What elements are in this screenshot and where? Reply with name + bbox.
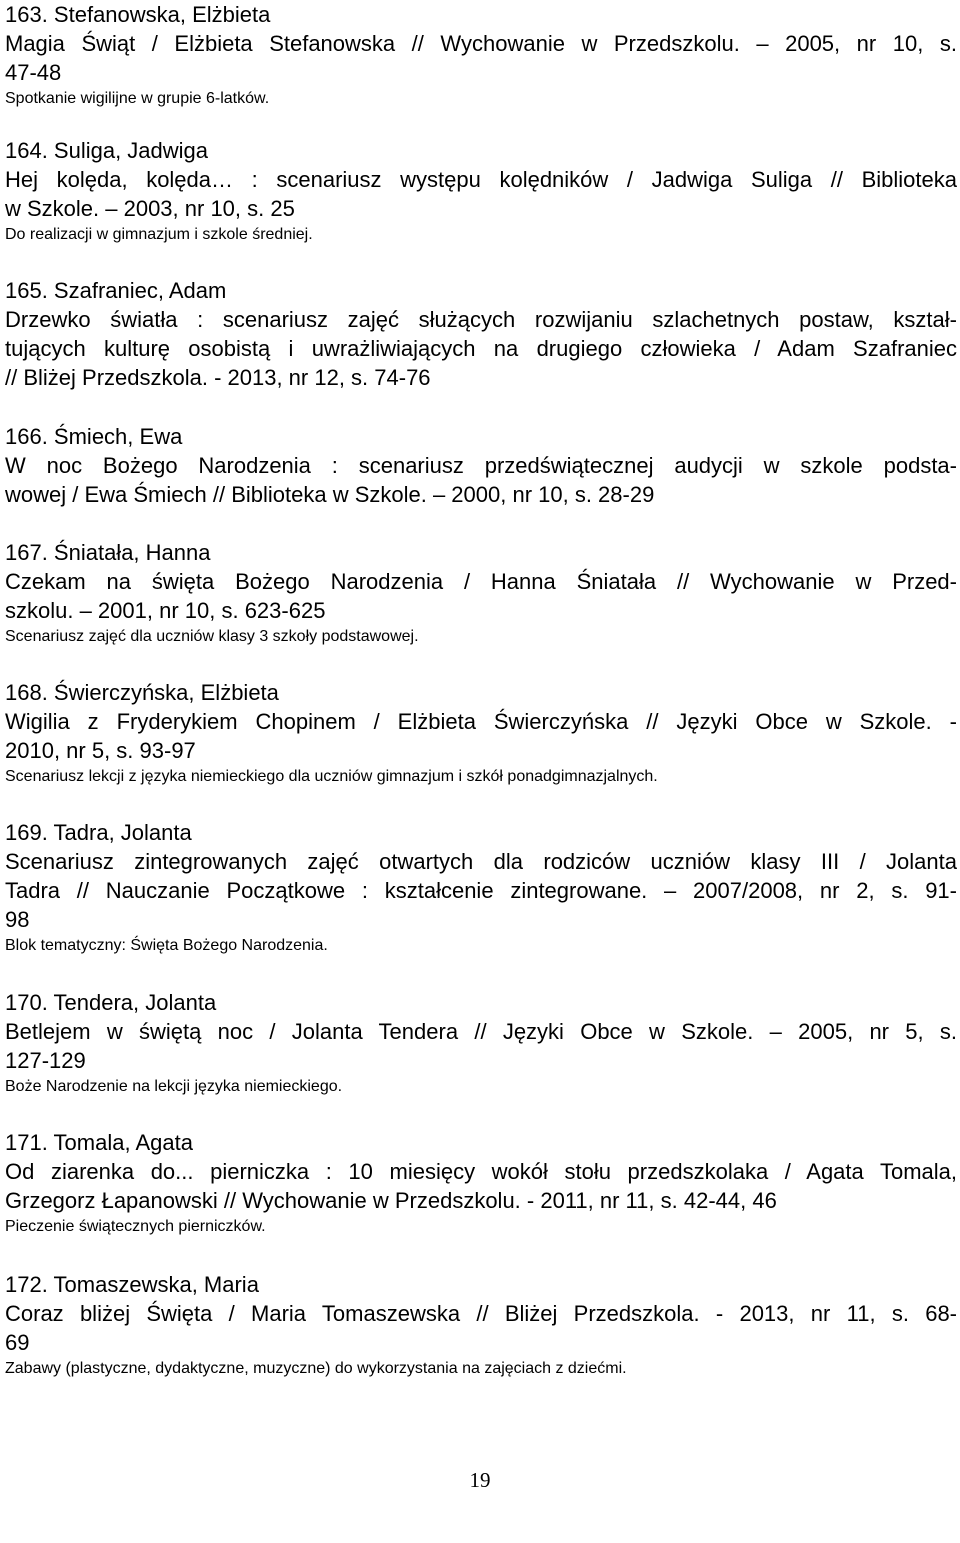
entry-description-line: 98 (5, 907, 30, 932)
entry-description-line: w Szkole. – 2003, nr 10, s. 25 (5, 196, 295, 221)
entry-description-line: wowej / Ewa Śmiech // Biblioteka w Szkole. – 2000, nr 10, s. 28-29 (5, 482, 655, 507)
bibliography-entry (5, 276, 957, 392)
entry-description-line: Betlejem w świętą noc / Jolanta Tendera // Języki Obce w Szkole. – 2005, nr 5, s. (5, 1019, 957, 1044)
bibliography-entry (5, 422, 957, 509)
entry-heading: 167. Śniatała, Hanna (5, 540, 211, 565)
entry-description-line: Tadra // Nauczanie Początkowe : kształcenie zintegrowane. – 2007/2008, nr 2, s. 91- (5, 878, 957, 903)
entry-heading: 171. Tomala, Agata (5, 1130, 193, 1155)
entry-description-line: 127-129 (5, 1048, 86, 1073)
entry-note: Pieczenie świątecznych pierniczków. (5, 1218, 266, 1235)
entry-description-line: Od ziarenka do... pierniczka : 10 miesięcy wokół stołu przedszkolaka / Agata Tomala, (5, 1159, 957, 1184)
entry-heading: 168. Świerczyńska, Elżbieta (5, 680, 279, 705)
entry-heading: 166. Śmiech, Ewa (5, 424, 183, 449)
entry-description-line: Wigilia z Fryderykiem Chopinem / Elżbieta Świerczyńska // Języki Obce w Szkole. - (5, 709, 957, 734)
entry-heading: 163. Stefanowska, Elżbieta (5, 2, 271, 27)
entry-note: Boże Narodzenie na lekcji języka niemieckiego. (5, 1078, 343, 1095)
bibliography-entry (5, 1128, 957, 1239)
bibliography-entry (5, 818, 957, 958)
entry-note: Do realizacji w gimnazjum i szkole średniej. (5, 226, 313, 243)
bibliography-entry (5, 0, 957, 111)
entry-description-line: Drzewko światła : scenariusz zajęć służących rozwijaniu szlachetnych postaw, kształ- (5, 307, 957, 332)
entry-note: Scenariusz zajęć dla uczniów klasy 3 szkoły podstawowej. (5, 628, 419, 645)
bibliography-entry (5, 988, 957, 1099)
entry-note: Spotkanie wigilijne w grupie 6-latków. (5, 90, 270, 107)
page-number: 19 (469, 1468, 491, 1492)
entry-description-line: Coraz bliżej Święta / Maria Tomaszewska // Bliżej Przedszkola. - 2013, nr 11, s. 68- (5, 1301, 957, 1326)
entry-heading: 169. Tadra, Jolanta (5, 820, 192, 845)
bibliography-entry (5, 538, 957, 649)
entry-description-line: tujących kulturę osobistą i uwrażliwiających na drugiego człowieka / Adam Szafraniec (5, 336, 957, 361)
entry-heading: 170. Tendera, Jolanta (5, 990, 217, 1015)
entry-note: Blok tematyczny: Święta Bożego Narodzenia. (5, 937, 328, 954)
entry-description-line: Czekam na święta Bożego Narodzenia / Hanna Śniatała // Wychowanie w Przed- (5, 569, 957, 594)
bibliography-entry (5, 136, 957, 247)
entry-description-line: // Bliżej Przedszkola. - 2013, nr 12, s. 74-76 (5, 365, 431, 390)
entry-description-line: Scenariusz zintegrowanych zajęć otwartych dla rodziców uczniów klasy III / Jolanta (5, 849, 957, 874)
entry-heading: 164. Suliga, Jadwiga (5, 138, 209, 163)
entry-description-line: 69 (5, 1330, 30, 1355)
bibliography-entry (5, 678, 957, 789)
entry-description-line: W noc Bożego Narodzenia : scenariusz przedświątecznej audycji w szkole podsta- (5, 453, 957, 478)
entry-description-line: szkolu. – 2001, nr 10, s. 623-625 (5, 598, 326, 623)
entry-note: Zabawy (plastyczne, dydaktyczne, muzyczne) do wykorzystania na zajęciach z dziećmi. (5, 1360, 627, 1377)
entry-heading: 172. Tomaszewska, Maria (5, 1272, 259, 1297)
entry-description-line: 2010, nr 5, s. 93-97 (5, 738, 196, 763)
entry-note: Scenariusz lekcji z języka niemieckiego dla uczniów gimnazjum i szkół ponadgimnazjalnych. (5, 768, 658, 785)
entry-description-line: Magia Świąt / Elżbieta Stefanowska // Wychowanie w Przedszkolu. – 2005, nr 10, s. (5, 31, 957, 56)
entry-description-line: 47-48 (5, 60, 62, 85)
entry-heading: 165. Szafraniec, Adam (5, 278, 227, 303)
bibliography-entry (5, 1270, 957, 1381)
entry-description-line: Grzegorz Łapanowski // Wychowanie w Przedszkolu. - 2011, nr 11, s. 42-44, 46 (5, 1188, 777, 1213)
entry-description-line: Hej kolęda, kolęda… : scenariusz występu kolędników / Jadwiga Suliga // Biblioteka (5, 167, 957, 192)
